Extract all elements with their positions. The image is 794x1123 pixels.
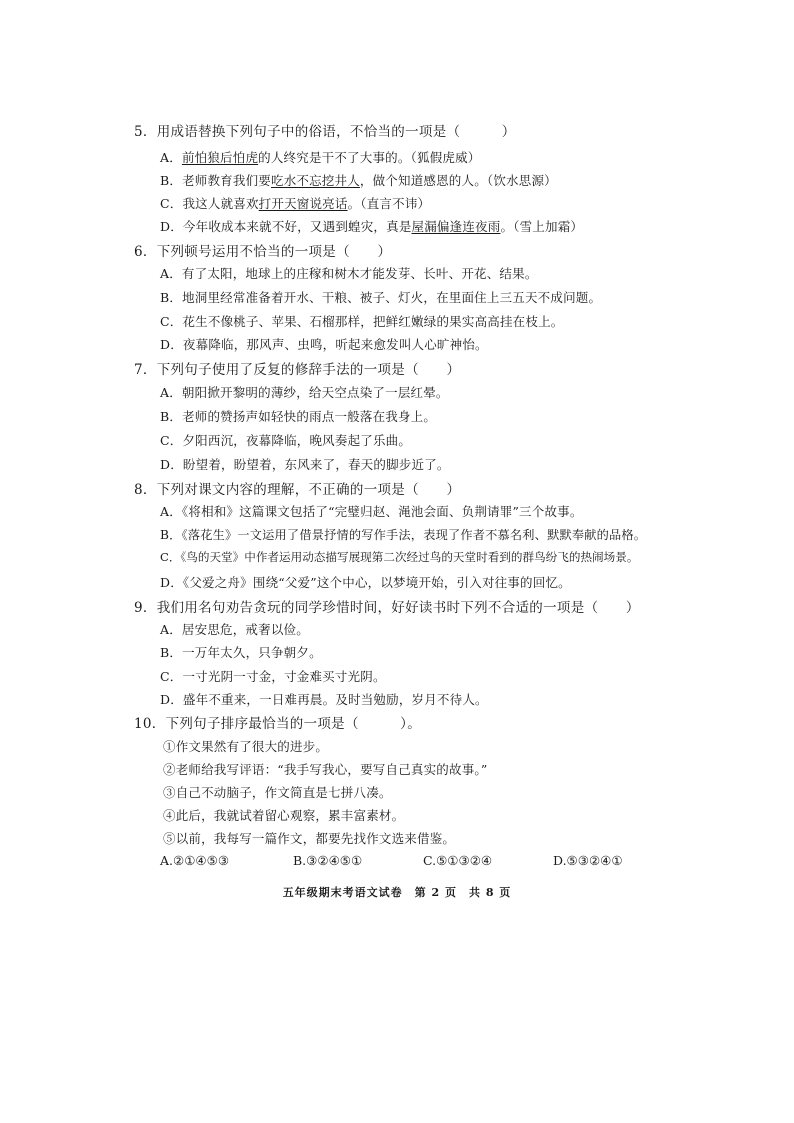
option-rest: 。（雪上加霜） (500, 219, 584, 234)
question-5-option-c (160, 194, 430, 212)
question-5-option-a (160, 148, 481, 166)
question-10-sentence-3: ③自己不动脑子，作文简直是七拼八凑。 (163, 785, 392, 800)
option-rest: 的人终究是干不了大事的。（狐假虎威） (258, 150, 481, 165)
question-6-stem: 6．下列顿号运用不恰当的一项是（ ） (134, 244, 392, 260)
question-8-stem: 8．下列对课文内容的理解，不正确的一项是（ ） (134, 482, 461, 498)
question-10-sentence-5: ⑤以前，我每写一篇作文，都要先找作文选来借鉴。 (163, 831, 456, 846)
question-8-option-d: D．《父爱之舟》围绕“父爱”这个中心，以梦境开始，引入对往事的回忆。 (160, 575, 571, 590)
page-footer: 五年级期末考语文试卷 第 2 页 共 8 页 (282, 886, 512, 899)
option-rest: 。（直言不讳） (347, 196, 431, 211)
question-10-option-d: D.⑤③②④① (553, 853, 623, 868)
question-5-option-d (160, 217, 583, 235)
question-7-option-a: A．朝阳掀开黎明的薄纱，给天空点染了一层红晕。 (160, 385, 449, 400)
question-8-option-c: C．《鸟的天堂》中作者运用动态描写展现第二次经过鸟的天堂时看到的群鸟纷飞的热闹场景。 (160, 550, 639, 564)
option-prefix: A． (160, 150, 182, 165)
question-10-option-b: B.③②④⑤① (293, 853, 363, 868)
question-9-option-a: A．居安思危，戒奢以俭。 (160, 622, 309, 637)
question-10-sentence-4: ④此后，我就试着留心观察，累丰富素材。 (163, 808, 405, 823)
question-9-option-b: B．一万年太久，只争朝夕。 (160, 645, 322, 660)
question-9-option-c: C．一寸光阴一寸金，寸金难买寸光阴。 (160, 669, 386, 684)
question-9-option-d: D．盛年不重来，一日难再晨。及时当勉励，岁月不待人。 (160, 692, 488, 707)
underlined-phrase: 吃水不忘挖井人 (271, 173, 360, 188)
question-7-option-d: D．盼望着，盼望着，东风来了，春天的脚步近了。 (160, 457, 450, 472)
question-5-option-b (160, 171, 557, 189)
question-9-stem: 9．我们用名句劝告贪玩的同学珍惜时间，好好读书时下列不合适的一项是（ ） (134, 600, 640, 616)
question-10-sentence-1: ①作文果然有了很大的进步。 (163, 739, 329, 754)
question-6-option-b: B．地洞里经常准备着开水、干粮、被子、灯火，在里面住上三五天不成问题。 (160, 290, 602, 305)
question-7-option-c: C．夕阳西沉，夜幕降临，晚风奏起了乐曲。 (160, 433, 412, 448)
question-6-option-a: A．有了太阳，地球上的庄稼和树木才能发芽、长叶、开花、结果。 (160, 266, 538, 281)
option-prefix: D．今年收成本来就不好，又遇到蝗灾，真是 (160, 219, 412, 234)
option-rest: ，做个知道感恩的人。（饮水思源） (359, 173, 557, 188)
question-7-option-b: B．老师的赞扬声如轻快的雨点一般落在我身上。 (160, 409, 437, 424)
underlined-phrase: 屋漏偏逢连夜雨 (411, 219, 501, 234)
question-10-sentence-2: ②老师给我写评语：“我手写我心，要写自己真实的故事。” (163, 762, 488, 777)
question-10-option-a: A.②①④⑤③ (160, 853, 230, 868)
underlined-phrase: 打开天窗说亮话 (258, 196, 348, 211)
question-8-option-b: B．《落花生》一文运用了借景抒情的写作手法，表现了作者不慕名利、默默奉献的品格。 (160, 528, 647, 542)
question-8-option-a: A．《将相和》这篇课文包括了“完璧归赵、渑池会面、负荆请罪”三个故事。 (160, 504, 583, 519)
question-5-stem: 5．用成语替换下列句子中的俗语，不恰当的一项是（ ） (134, 124, 516, 140)
question-6-option-d: D．夜幕降临，那风声、虫鸣，听起来愈发叫人心旷神怡。 (160, 337, 488, 352)
question-10-stem: 10．下列句子排序最恰当的一项是（ ）。 (134, 716, 422, 732)
option-prefix: B．老师教育我们要 (160, 173, 271, 188)
question-7-stem: 7．下列句子使用了反复的修辞手法的一项是（ ） (134, 362, 461, 378)
question-6-option-c: C．花生不像桃子、苹果、石榴那样，把鲜红嫩绿的果实高高挂在枝上。 (160, 314, 564, 329)
underlined-phrase: 前怕狼后怕虎 (181, 150, 259, 165)
question-10-option-c: C.⑤①③②④ (423, 853, 493, 868)
option-prefix: C．我这人就喜欢 (160, 196, 259, 211)
